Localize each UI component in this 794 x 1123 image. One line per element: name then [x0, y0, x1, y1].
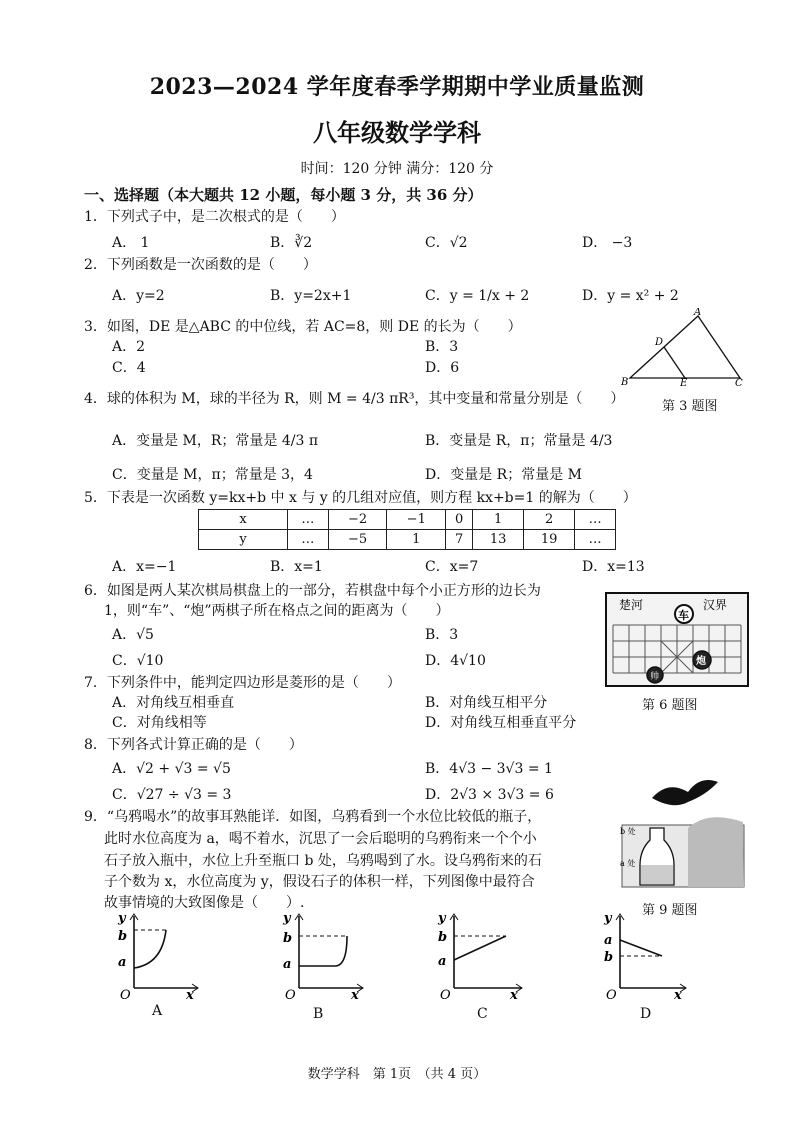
- q4-option-b: B．变量是 R，π；常量是 4/3: [425, 433, 613, 449]
- q8-option-a: A．√2 + √3 = √5: [112, 761, 231, 777]
- bottle-label-b: b 处: [620, 827, 636, 836]
- q3-stem: 3．如图，DE 是△ABC 的中位线，若 AC=8，则 DE 的长为（ ）: [84, 319, 522, 335]
- table-row-y: [199, 530, 616, 550]
- q9-graph-b: [275, 908, 365, 1000]
- q9-graph-c: [430, 908, 530, 1000]
- table-cell: …: [575, 510, 616, 530]
- svg-text:x: x: [186, 988, 194, 1000]
- table-cell: 1: [473, 510, 524, 530]
- table-cell: 13: [473, 530, 524, 550]
- exam-subtitle: 八年级数学学科: [313, 118, 481, 147]
- svg-text:a: a: [438, 954, 447, 969]
- table-cell: −2: [328, 510, 387, 530]
- q1-option-c: C．√2: [425, 235, 468, 251]
- svg-text:x: x: [510, 988, 518, 1000]
- svg-text:b: b: [438, 930, 448, 945]
- q6-option-b: B．3: [425, 627, 459, 643]
- q3-option-c: C．4: [112, 360, 146, 376]
- q4-option-d: D．变量是 R；常量是 M: [425, 467, 583, 483]
- q3-option-b: B．3: [425, 339, 459, 355]
- q4-option-a: A．变量是 M，R；常量是 4/3 π: [112, 433, 319, 449]
- q6-stem-line1: 6．如图是两人某次棋局棋盘上的一部分，若棋盘中每个小正方形的边长为: [84, 583, 541, 599]
- q3-label-b: B: [621, 377, 629, 388]
- svg-text:y: y: [604, 911, 612, 926]
- q3-label-c: C: [735, 378, 743, 388]
- table-cell: …: [288, 530, 329, 550]
- q9-graph-c-label: C: [477, 1006, 488, 1022]
- page-footer: 数学学科 第 1页 （共 4 页）: [307, 1067, 487, 1082]
- table-cell: 7: [446, 530, 473, 550]
- q9-graph-a-label: A: [152, 1003, 163, 1019]
- exam-meta: 时间：120 分钟 满分：120 分: [300, 161, 494, 177]
- q9-graph-a: [110, 908, 200, 1000]
- q6-caption: 第 6 题图: [642, 698, 698, 713]
- q9-line1: 9．“乌鸦喝水”的故事耳熟能详．如图，乌鸦看到一个水位比较低的瓶子，: [84, 809, 542, 825]
- q3-option-a: A．2: [112, 339, 146, 355]
- q8-option-c: C．√27 ÷ √3 = 3: [112, 787, 232, 803]
- chess-piece-shuai-label: 帅: [650, 672, 660, 682]
- svg-text:b: b: [283, 931, 293, 946]
- svg-text:b: b: [604, 950, 614, 965]
- chess-piece-pao-label: 炮: [696, 656, 706, 667]
- q2-option-d: D．y = x² + 2: [582, 288, 679, 304]
- svg-text:a: a: [604, 933, 613, 948]
- q6-option-a: A．√5: [112, 627, 154, 643]
- q5-stem: 5．下表是一次函数 y=kx+b 中 x 与 y 的几组对应值，则方程 kx+b=1 的解为（ ）: [84, 490, 637, 506]
- q2-option-a: A．y=2: [112, 288, 165, 304]
- q6-option-c: C．√10: [112, 653, 164, 669]
- q8-option-d: D．2√3 × 3√3 = 6: [425, 787, 554, 803]
- q8-option-b: B．4√3 − 3√3 = 1: [425, 761, 553, 777]
- q6-stem-line2: 1，则“车”、“炮”两棋子所在格点之间的距离为（ ）: [104, 603, 450, 619]
- q6-option-d: D．4√10: [425, 653, 486, 669]
- q2-option-c: C．y = 1/x + 2: [425, 288, 530, 304]
- q7-option-b: B．对角线互相平分: [425, 695, 548, 711]
- q5-value-table: [198, 509, 616, 550]
- svg-text:O: O: [606, 988, 617, 1000]
- table-cell: …: [575, 530, 616, 550]
- table-cell: y: [199, 530, 288, 550]
- crow-icon: [652, 780, 718, 805]
- q3-label-a: A: [694, 308, 702, 318]
- chess-river-right-label: 汉界: [703, 598, 728, 612]
- q3-caption: 第 3 题图: [662, 399, 718, 414]
- q3-option-d: D．6: [425, 360, 460, 376]
- q7-stem: 7．下列条件中，能判定四边形是菱形的是（ ）: [84, 675, 401, 691]
- q2-stem: 2．下列函数是一次函数的是（ ）: [84, 257, 317, 273]
- q1-option-a: A． 1: [112, 235, 150, 251]
- q9-graph-d: [596, 908, 694, 1000]
- table-cell: 1: [387, 530, 446, 550]
- q1-option-d: D． −3: [582, 235, 633, 251]
- section-heading: 一、选择题（本大题共 12 小题，每小题 3 分，共 36 分）: [84, 186, 483, 204]
- q5-option-d: D．x=13: [582, 559, 645, 575]
- svg-text:b: b: [118, 929, 128, 944]
- table-cell: 2: [524, 510, 575, 530]
- q3-label-e: E: [680, 378, 688, 388]
- svg-text:O: O: [120, 988, 131, 1000]
- chess-river-left-label: 楚河: [619, 598, 644, 612]
- q2-option-b: B．y=2x+1: [270, 288, 352, 304]
- q5-option-a: A．x=−1: [112, 559, 177, 575]
- svg-text:a: a: [118, 955, 127, 970]
- chess-piece-che-label: 车: [678, 609, 689, 622]
- table-cell: 19: [524, 530, 575, 550]
- q7-option-a: A．对角线互相垂直: [112, 695, 235, 711]
- table-cell: −5: [328, 530, 387, 550]
- table-cell: x: [199, 510, 288, 530]
- q9-graph-b-label: B: [313, 1006, 324, 1022]
- exam-title: 2023—2024 学年度春季学期期中学业质量监测: [149, 74, 645, 100]
- q9-line4: 子个数为 x，水位高度为 y，假设石子的体积一样，下列图像中最符合: [104, 874, 535, 890]
- q9-graph-d-label: D: [640, 1006, 652, 1022]
- q1-stem: 1．下列式子中，是二次根式的是（ ）: [84, 209, 345, 225]
- svg-text:y: y: [283, 911, 291, 926]
- q8-stem: 8．下列各式计算正确的是（ ）: [84, 737, 303, 753]
- q7-option-d: D．对角线互相垂直平分: [425, 715, 577, 731]
- table-row-x: [199, 510, 616, 530]
- q1-option-b: B．∛2: [270, 235, 313, 251]
- svg-text:a: a: [283, 957, 292, 972]
- q4-stem: 4．球的体积为 M，球的半径为 R，则 M = 4/3 πR³，其中变量和常量分别是（ ）: [84, 391, 625, 407]
- q9-line3: 石子放入瓶中，水位上升至瓶口 b 处，乌鸦喝到了水。设乌鸦衔来的石: [104, 853, 542, 869]
- q7-option-c: C．对角线相等: [112, 715, 207, 731]
- q3-triangle-figure: [618, 308, 748, 388]
- table-cell: 0: [446, 510, 473, 530]
- svg-text:x: x: [351, 988, 359, 1000]
- svg-text:y: y: [438, 911, 446, 926]
- q9-line5: 故事情境的大致图像是（ ）.: [104, 895, 305, 911]
- svg-text:O: O: [285, 988, 296, 1000]
- q6-chessboard-figure: [605, 592, 749, 687]
- q5-option-c: C．x=7: [425, 559, 479, 575]
- svg-text:O: O: [440, 988, 451, 1000]
- svg-text:x: x: [674, 988, 682, 1000]
- q9-crow-bottle-figure: [618, 770, 748, 892]
- table-cell: −1: [387, 510, 446, 530]
- q4-option-c: C．变量是 M，π；常量是 3，4: [112, 467, 313, 483]
- q9-line2: 此时水位高度为 a，喝不着水，沉思了一会后聪明的乌鸦衔来一个个小: [104, 831, 537, 847]
- table-cell: …: [288, 510, 329, 530]
- bottle-label-a: a 处: [620, 859, 636, 868]
- q5-option-b: B．x=1: [270, 559, 323, 575]
- q3-label-d: D: [655, 337, 664, 348]
- svg-text:y: y: [118, 911, 126, 926]
- q9-caption: 第 9 题图: [642, 903, 698, 918]
